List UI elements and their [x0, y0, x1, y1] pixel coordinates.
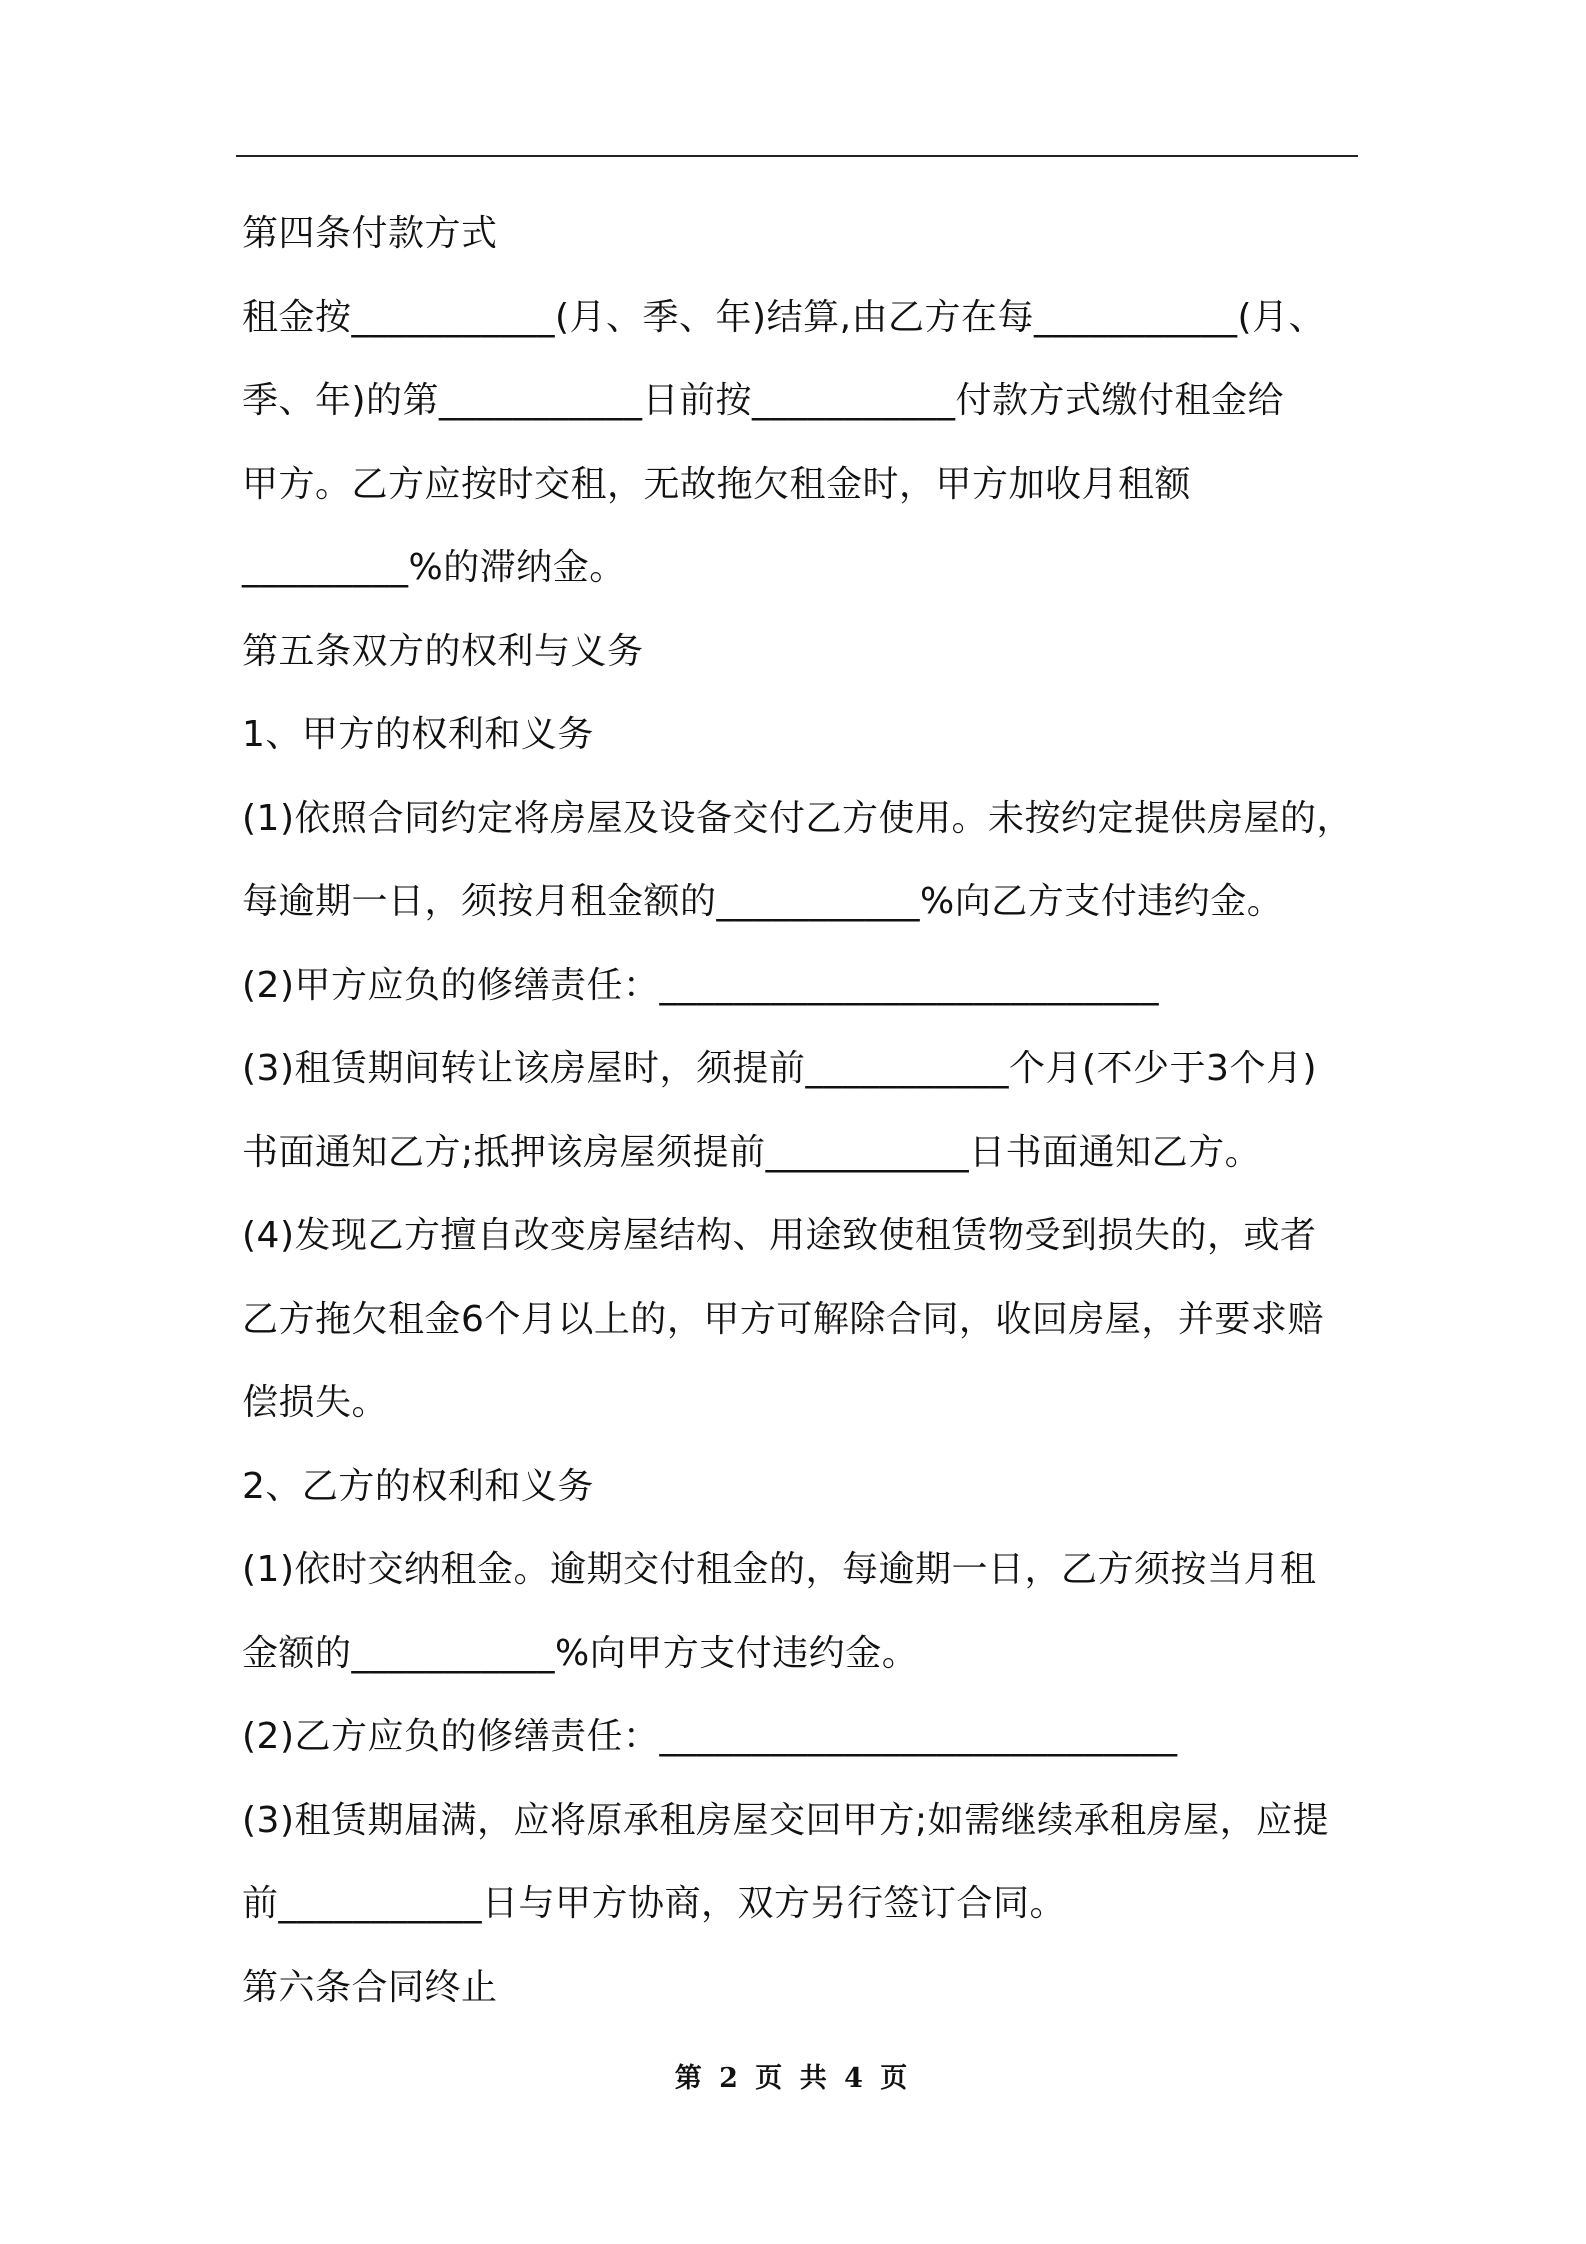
section-heading-rights: 第五条双方的权利与义务 [242, 630, 644, 672]
paragraph-line: 书面通知乙方;抵押该房屋须提前___________日书面通知乙方。 [242, 1131, 1262, 1173]
paragraph-line: (1)依时交纳租金。逾期交付租金的，每逾期一日，乙方须按当月租 [242, 1549, 1317, 1590]
paragraph-line: 季、年)的第___________日前按___________付款方式缴付租金给 [242, 380, 1285, 421]
paragraph-line: 金额的___________%向甲方支付违约金。 [242, 1632, 919, 1674]
paragraph-line: 甲方。乙方应按时交租，无故拖欠租金时，甲方加收月租额 [242, 463, 1192, 505]
section-heading-payment: 第四条付款方式 [242, 213, 498, 254]
paragraph-line: (3)租赁期届满，应将原承租房屋交回甲方;如需继续承租房屋，应提 [242, 1799, 1330, 1841]
paragraph-line: (2)甲方应负的修缮责任：___________________________ [242, 964, 1159, 1006]
paragraph-line: 前___________日与甲方协商，双方另行签订合同。 [242, 1883, 1067, 1924]
document-body [242, 192, 1358, 2029]
paragraph-line: (1)依照合同约定将房屋及设备交付乙方使用。未按约定提供房屋的， [242, 797, 1353, 839]
subheading-party-a: 1、甲方的权利和义务 [242, 714, 594, 755]
paragraph-line: _________%的滞纳金。 [242, 547, 626, 588]
page-number-footer: 第 2 页 共 4 页 [674, 2063, 912, 2094]
paragraph-line: 租金按___________(月、季、年)结算,由乙方在每___________(月、 [242, 296, 1326, 338]
paragraph-line: (2)乙方应负的修缮责任：____________________________ [242, 1716, 1178, 1757]
paragraph-line: 乙方拖欠租金6个月以上的，甲方可解除合同，收回房屋，并要求赔 [242, 1298, 1324, 1340]
header-rule [236, 155, 1358, 157]
section-heading-termination: 第六条合同终止 [242, 1966, 498, 2008]
paragraph-line: (4)发现乙方擅自改变房屋结构、用途致使租赁物受到损失的，或者 [242, 1215, 1317, 1256]
paragraph-line: 每逾期一日，须按月租金额的___________%向乙方支付违约金。 [242, 881, 1284, 922]
subheading-party-b: 2、乙方的权利和义务 [242, 1465, 594, 1507]
paragraph-line: 偿损失。 [242, 1382, 389, 1423]
paragraph-line: (3)租赁期间转让该房屋时，须提前___________个月(不少于3个月) [242, 1048, 1317, 1089]
